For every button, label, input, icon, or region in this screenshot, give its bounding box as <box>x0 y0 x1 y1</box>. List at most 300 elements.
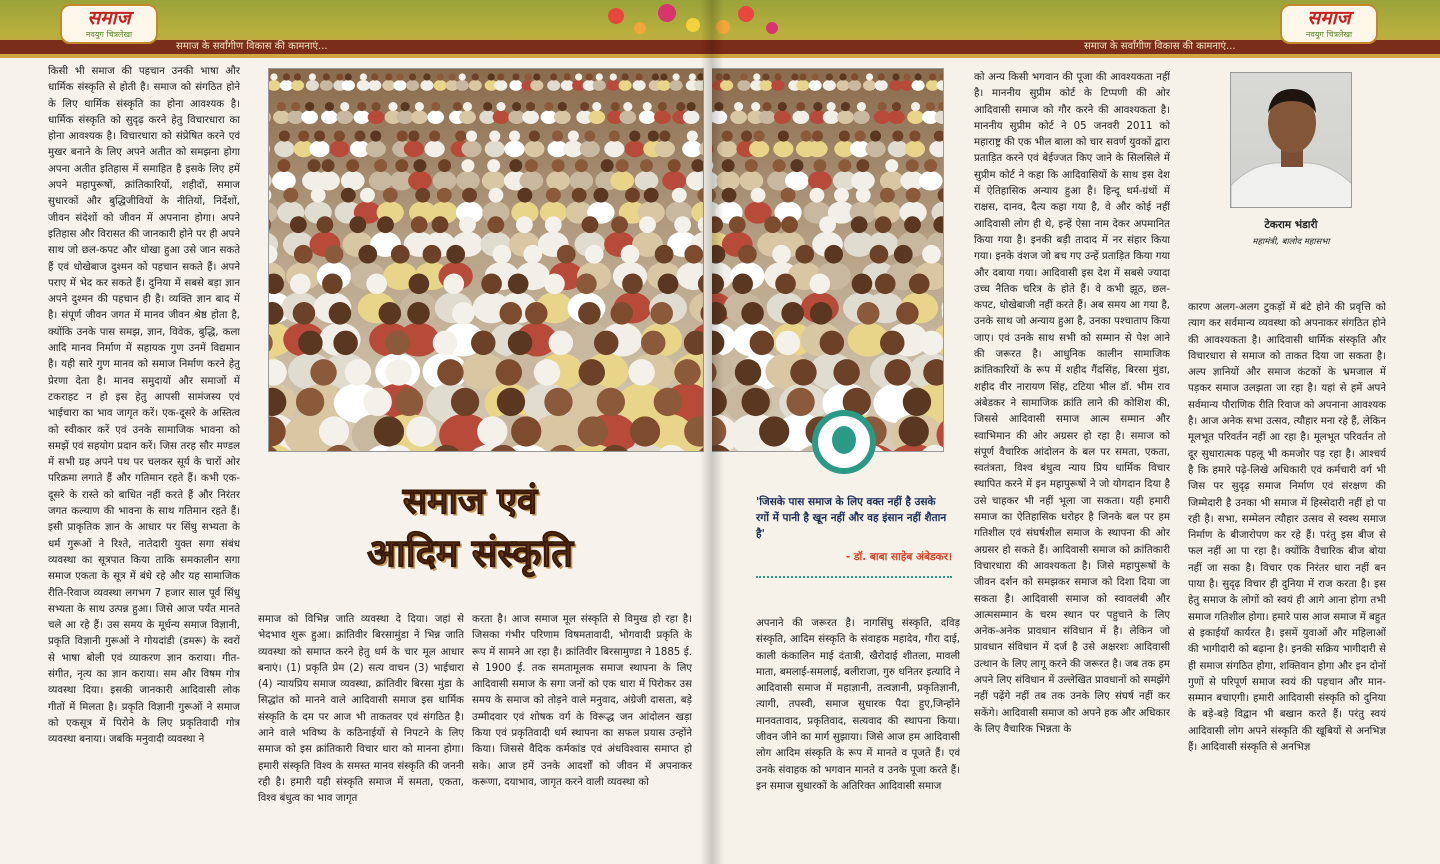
crowd-head <box>481 273 502 294</box>
crowd-head <box>839 73 846 80</box>
crowd-head <box>621 245 640 264</box>
crowd-head <box>508 331 532 355</box>
crowd-figure <box>604 141 624 158</box>
crowd-head <box>575 159 588 172</box>
crowd-head <box>550 73 557 80</box>
crowd-head <box>878 73 885 80</box>
crowd-figure <box>291 80 304 91</box>
crowd-head <box>322 159 335 172</box>
crowd-head <box>437 359 463 385</box>
crowd-figure <box>273 110 290 124</box>
crowd-image <box>269 69 704 452</box>
crowd-head <box>894 245 913 264</box>
crowd-figure <box>635 171 659 190</box>
crowd-head <box>294 73 301 80</box>
crowd-head <box>544 388 572 416</box>
crowd-head <box>455 131 466 142</box>
crowd-image-right <box>712 69 944 452</box>
crowd-head <box>810 302 833 325</box>
column-5-text: को अन्य किसी भगवान की पूजा की आवश्यकता नहीं है। माननीय सुप्रीम कोर्ट के टिप्पणी की ओर आदिवासी समाज को गौर करने की आवश्यकता है। माननीय सुप्रीम कोर्ट ने 05 जनवरी 2011 को महाराष्ट्र की एक भील बाला को चार सवर्ण युवकों द्वारा प्रताड़ित करने एवं बेईज्जत किए जाने के सिलसिले में सुप्रीम कोर्ट ने कहा कि आदिवासियों के साथ इस देश में ऐतिहासिक अन्याय हुआ है। हिन्दू धर्म-ग्रंथों में राक्षस, दानव, दैत्य कहा गया है, वे और कोई नहीं आदिवासी लोग ही थे, इन्हें ऐसा नाम देकर अपमानित किया गया है। इनकी बड़ी तादाद में नर संहार किया गया। इनके वंशज जो बच गए उन्हें प्रताड़ित किया गया और दबाया गया। आदिवासी इस देश में सबसे ज्यादा उच्च नैतिक चरित्र के होते हैं। वे कभी झूठ, छल-कपट, धोखेबाजी नहीं करते हैं। अब समय आ गया है, उनके साथ जो अन्याय हुआ है, उनका पश्चाताप किया जाए। एवं उनके साथ सभी को सम्मान से पेश आने की जरूरत है। आधुनिक कालीन सामाजिक क्रांतिकारियों के रूप में शहीद गैंदसिंह, बिरसा मुंडा, शहीद वीर नारायण सिंह, टटिया भील डॉ. भीम राव अंबेडकर ने सामाजिक क्रांति लाने की कोशिश की, जिससे आदिवासी समाज आत्म सम्मान और स्वाभिमान की ओर अग्रसर हो रहा है। समाज को संपूर्ण वैचारिक आंदोलन के बल पर समता, एकता, स्वतंत्रता, विश्व बंधुत्व न्याय प्रिय धार्मिक विचार स्थापित करने में इन महापुरूषों ने जो योगदान दिया है उसे चाहकर भी नहीं भूला जा सकता। यही हमारी समाज का ऐतिहासिक धरोहर है जिनके बल पर हम गतिशील एवं संघर्षशील समाज के स्थापना की ओर अग्रसर हो सकते हैं। आदिवासी समाज को क्रांतिकारी विचारधारा की आवश्यकता है। जिसे महापुरूषों के जीवन दर्शन को समझकर समाज को दिशा दिया जा सकता है। आदिवासी समाज को स्वावलंबी और आत्मसम्मान के चरम स्थान पर पहुचाने के लिए अनेक-अनेक प्रावधान संविधान में है। लेकिन जो प्रावधान संविधान में दर्ज है उसे अक्षरशः आदिवासी उत्थान के लिए लागू करने की जरूरत है। जब तक हम अपने लिए संविधान में उल्लेखित प्रावधानों को समझेंगे नहीं पढ़ेंगे नहीं तब तक उनके लिए संघर्ष नहीं कर सकेंगे। आदिवासी समाज को अपने हक और अधिकार के लिए वैचारिक भिन्नता के <box>974 72 1170 735</box>
crowd-figure <box>546 171 570 190</box>
crowd-head <box>856 188 871 203</box>
title-line-1: समाज एवं <box>402 480 538 522</box>
crowd-figure <box>456 80 469 91</box>
crowd-head <box>413 159 426 172</box>
crowd-figure <box>737 80 750 91</box>
crowd-head <box>483 102 492 111</box>
crowd-head <box>753 73 760 80</box>
crowd-head <box>621 73 628 80</box>
crowd-head <box>459 73 466 80</box>
header-tagline: समाज के सर्वांगीण विकास की कामनाएं... <box>176 41 328 52</box>
crowd-head <box>880 331 904 355</box>
crowd-head <box>742 388 770 416</box>
crowd-head <box>857 102 866 111</box>
crowd-head <box>525 159 538 172</box>
crowd-head <box>564 73 571 80</box>
crowd-figure <box>368 80 381 91</box>
crowd-head <box>487 159 500 172</box>
crowd-head <box>584 131 595 142</box>
crowd-head <box>298 331 322 355</box>
title-line-2: आदिम संस्कृति <box>367 530 573 575</box>
article-title <box>300 476 640 580</box>
crowd-figure <box>792 110 809 124</box>
crowd-head <box>552 159 565 172</box>
author-role: महामंत्री, बालोद महासभा <box>1252 237 1330 247</box>
crowd-head <box>906 188 921 203</box>
crowd-head <box>291 102 300 111</box>
crowd-head <box>341 188 356 203</box>
crowd-head <box>349 216 366 233</box>
crowd-head <box>357 102 366 111</box>
crowd-head <box>610 73 617 80</box>
page-header <box>0 0 712 58</box>
crowd-head <box>648 131 659 142</box>
crowd-figure <box>654 110 671 124</box>
crowd-figure <box>469 80 482 91</box>
magazine-logo <box>60 4 158 44</box>
crowd-head <box>790 359 816 385</box>
crowd-head <box>740 73 747 80</box>
crowd-figure <box>875 80 888 91</box>
crowd-head <box>799 73 806 80</box>
crowd-head <box>813 102 822 111</box>
crowd-figure <box>836 80 849 91</box>
crowd-head <box>922 245 941 264</box>
crowd-figure <box>580 141 600 158</box>
crowd-figure <box>773 141 793 158</box>
crowd-head <box>366 273 387 294</box>
crowd-figure <box>519 171 543 190</box>
crowd-photo <box>268 68 704 452</box>
crowd-head <box>774 73 781 80</box>
crowd-head <box>310 359 336 385</box>
crowd-head <box>734 102 743 111</box>
crowd-head <box>610 302 633 325</box>
crowd-head <box>575 73 582 80</box>
crowd-head <box>751 188 766 203</box>
crowd-head <box>622 273 643 294</box>
crowd-head <box>329 302 352 325</box>
crowd-figure <box>406 80 419 91</box>
crowd-head <box>395 388 423 416</box>
crowd-head <box>333 331 357 355</box>
crowd-head <box>409 273 430 294</box>
crowd-figure <box>427 110 444 124</box>
crowd-head <box>778 102 787 111</box>
crowd-figure <box>808 171 832 190</box>
crowd-head <box>644 188 659 203</box>
crowd-head <box>283 73 290 80</box>
crowd-head <box>279 131 290 142</box>
crowd-head <box>364 388 392 416</box>
crowd-head <box>443 273 464 294</box>
crowd-figure <box>657 80 670 91</box>
crowd-head <box>855 131 866 142</box>
author-name: टेकराम भंडारी <box>1264 219 1318 231</box>
crowd-figure <box>461 141 481 158</box>
crowd-head <box>919 331 943 355</box>
crowd-head <box>903 73 910 80</box>
crowd-head <box>437 188 452 203</box>
crowd-head <box>929 73 936 80</box>
crowd-head <box>732 273 753 294</box>
crowd-head <box>687 102 696 111</box>
crowd-head <box>309 73 316 80</box>
crowd-figure <box>342 80 355 91</box>
crowd-head <box>674 359 700 385</box>
crowd-figure <box>662 171 686 190</box>
article-column-4 <box>756 616 960 860</box>
crowd-head <box>305 102 314 111</box>
crowd-head <box>423 245 442 264</box>
logo-text-right: समाज <box>1307 7 1351 29</box>
author-portrait <box>1230 72 1352 208</box>
crowd-head <box>625 188 640 203</box>
crowd-figure <box>588 110 605 124</box>
crowd-figure <box>759 110 776 124</box>
crowd-head <box>472 73 479 80</box>
crowd-head <box>523 245 542 264</box>
crowd-head <box>655 245 674 264</box>
crowd-head <box>546 188 561 203</box>
crowd-figure <box>366 141 386 158</box>
crowd-head <box>371 73 378 80</box>
crowd-head <box>762 73 769 80</box>
crowd-head <box>841 102 850 111</box>
crowd-head <box>870 131 881 142</box>
crowd-head <box>594 331 618 355</box>
crowd-head <box>875 273 896 294</box>
crowd-head <box>801 131 812 142</box>
magazine-logo-right <box>1280 4 1378 44</box>
crowd-figure <box>730 110 747 124</box>
crowd-head <box>487 216 504 233</box>
logo-subtext-right: नवयुग चित्रलेखा <box>1305 30 1353 39</box>
crowd-figure <box>610 171 634 190</box>
crowd-head <box>790 159 803 172</box>
crowd-figure <box>530 80 543 91</box>
crowd-head <box>899 416 929 446</box>
crowd-head <box>423 73 430 80</box>
crowd-head <box>735 359 761 385</box>
crowd-figure <box>809 80 822 91</box>
crowd-head <box>293 302 316 325</box>
crowd-head <box>497 388 525 416</box>
crowd-head <box>611 216 628 233</box>
crowd-figure <box>336 110 353 124</box>
left-page <box>0 0 712 864</box>
crowd-figure <box>316 171 340 190</box>
crowd-head <box>729 216 746 233</box>
crowd-figure <box>554 110 571 124</box>
crowd-figure <box>494 80 507 91</box>
crowd-head <box>449 73 456 80</box>
crowd-head <box>345 359 371 385</box>
crowd-head <box>851 73 858 80</box>
crowd-head <box>795 245 814 264</box>
crowd-figure <box>863 80 876 91</box>
crowd-head <box>609 131 620 142</box>
crowd-figure <box>912 80 925 91</box>
crowd-head <box>786 388 814 416</box>
crowd-head <box>751 102 760 111</box>
crowd-head <box>639 216 656 233</box>
crowd-head <box>323 73 330 80</box>
crowd-figure <box>341 171 365 190</box>
crowd-head <box>395 159 408 172</box>
crowd-head <box>909 131 920 142</box>
crowd-head <box>629 131 640 142</box>
crowd-head <box>866 73 873 80</box>
crowd-head <box>409 73 416 80</box>
crowd-head <box>838 159 851 172</box>
crowd-head <box>636 73 643 80</box>
crowd-figure <box>919 171 943 190</box>
quote-author: - डॉ. बाबा साहेब अंबेडकर। <box>845 551 952 563</box>
crowd-figure <box>837 110 854 124</box>
crowd-head <box>508 273 529 294</box>
crowd-head <box>576 273 597 294</box>
flower-decoration <box>590 0 712 56</box>
crowd-head <box>385 73 392 80</box>
crowd-head <box>496 102 505 111</box>
column-4-text: अपनाने की जरूरत है। नागसिंघु संस्कृति, दविड़ संस्कृति, आदिम संस्कृति के संवाहक महादेव, गौरा दाई, काली कंकालिन माई दंतात्री, खैरोदाई शीतला, मावली माता, बमलाई-समलाई, बलीराजा, गुरु धनितर इत्यादि ने आदिवासी समाज में महाज्ञानी, तत्वज्ञानी, प्रकृतिज्ञानी, त्यागी, तपस्वी, समाज सुधारक पैदा हुए,जिन्होंने मानवतावाद, प्रकृतिवाद, सत्यवाद की स्थापना किया। जीवन जीने का मार्ग सुझाया। जिसे आज हम आदिवासी लोग आदिम संस्कृति के रूप में मानते व पूजते हैं। एवं उनके संवाहक को भगवान मानते व उनके पूजा करते हैं। इन समाज सुधारकों के अतिरिक्त आदिवासी समाज <box>756 618 960 792</box>
crowd-head <box>346 159 359 172</box>
crowd-head <box>658 102 667 111</box>
crowd-figure <box>851 171 875 190</box>
crowd-figure <box>509 80 522 91</box>
crowd-head <box>383 188 398 203</box>
crowd-figure <box>393 80 406 91</box>
page-header-right <box>712 0 1440 58</box>
crowd-figure <box>493 110 510 124</box>
crowd-head <box>582 216 599 233</box>
crowd-head <box>322 273 343 294</box>
crowd-head <box>374 416 404 446</box>
crowd-head <box>580 102 589 111</box>
crowd-figure <box>905 141 925 158</box>
crowd-head <box>406 416 436 446</box>
crowd-figure <box>865 141 885 158</box>
crowd-head <box>516 216 533 233</box>
crowd-head <box>652 73 659 80</box>
crowd-head <box>415 188 430 203</box>
crowd-head <box>578 302 601 325</box>
crowd-head <box>896 302 919 325</box>
crowd-figure <box>306 80 319 91</box>
crowd-figure <box>434 80 447 91</box>
crowd-head <box>379 302 402 325</box>
crowd-figure <box>459 110 476 124</box>
crowd-head <box>325 102 334 111</box>
crowd-figure <box>485 141 505 158</box>
crowd-head <box>759 416 789 446</box>
crowd-figure <box>683 110 700 124</box>
crowd-figure <box>504 141 524 158</box>
crowd-head <box>878 102 887 111</box>
crowd-head <box>488 188 503 203</box>
crowd-head <box>880 188 895 203</box>
crowd-head <box>509 159 522 172</box>
crowd-head <box>764 216 781 233</box>
crowd-head <box>433 331 457 355</box>
article-column-3 <box>472 612 692 860</box>
crowd-figure <box>888 110 905 124</box>
crowd-figure <box>272 171 296 190</box>
crowd-head <box>463 102 472 111</box>
crowd-head <box>374 159 387 172</box>
crowd-head <box>773 159 786 172</box>
crowd-head <box>810 273 831 294</box>
crowd-head <box>820 331 844 355</box>
crowd-figure <box>774 110 791 124</box>
crowd-figure <box>320 80 333 91</box>
crowd-head <box>296 388 324 416</box>
crowd-figure <box>369 171 393 190</box>
crowd-head <box>489 131 500 142</box>
crowd-head <box>386 359 412 385</box>
crowd-head <box>884 359 910 385</box>
crowd-head <box>775 273 796 294</box>
crowd-head <box>834 188 849 203</box>
crowd-head <box>511 416 541 446</box>
crowd-head <box>741 131 752 142</box>
crowd-head <box>471 331 495 355</box>
crowd-head <box>885 159 898 172</box>
crowd-head <box>354 131 365 142</box>
crowd-head <box>892 131 903 142</box>
crowd-head <box>334 131 345 142</box>
crowd-head <box>534 359 560 385</box>
crowd-head <box>407 302 430 325</box>
crowd-head <box>687 131 698 142</box>
crowd-head <box>658 273 679 294</box>
crowd-head <box>388 102 397 111</box>
crowd-figure <box>785 171 809 190</box>
crowd-figure <box>739 171 763 190</box>
crowd-head <box>660 73 667 80</box>
crowd-head <box>926 102 935 111</box>
crowd-head <box>461 159 474 172</box>
crowd-head <box>466 131 477 142</box>
crowd-figure <box>853 110 870 124</box>
crowd-figure <box>749 141 769 158</box>
crowd-head <box>298 131 309 142</box>
crowd-head <box>924 159 937 172</box>
crowd-head <box>892 102 901 111</box>
crowd-head <box>512 102 521 111</box>
crowd-figure <box>522 110 539 124</box>
crowd-head <box>585 245 604 264</box>
crowd-head <box>623 102 632 111</box>
crowd-head <box>496 359 522 385</box>
crowd-head <box>762 102 771 111</box>
crowd-head <box>579 359 605 385</box>
crowd-head <box>586 73 593 80</box>
crowd-head <box>549 331 573 355</box>
crowd-figure <box>524 141 544 158</box>
quote-icon <box>812 410 876 474</box>
crowd-head <box>488 73 495 80</box>
crowd-head <box>668 159 681 172</box>
crowd-figure <box>408 171 432 190</box>
crowd-head <box>525 302 548 325</box>
flower-decoration-right <box>712 0 858 56</box>
crowd-head <box>415 102 424 111</box>
crowd-head <box>601 159 614 172</box>
crowd-head <box>452 302 475 325</box>
logo-text: समाज <box>87 7 131 29</box>
column-3-text: करता है। आज समाज मूल संस्कृति से विमुख हो रहा है। जिसका गंभीर परिणाम विषमतावादी, भोगवादी प्रकृति के रूप में सामने आ रहा है। क्रांतिवीर बिरसामुण्डा ने 1885 ई. से 1900 ई. तक समतामूलक समाज स्थापना के लिए आदिवासी समाज के सगा जनों को एक धारा में पिरोकर उस समय के समाज को तोड़ने वाले मनुवाद, अंग्रेजी दासता, बड़े उम्मीदवार एवं शोषक वर्ग के विरूद्ध जन आंदोलन खड़ा किया एवं प्रकृतिवादी धर्म स्थापना का सफल प्रयास उन्होंने किया। जिससे वैदिक कर्मकांड एवं अंधविश्वास समाप्त हो सके। आज हमें उनके आदर्शों को जीवन में अपनाकर करूणा, दयाभाव, जागृत करने वाली व्यवस्था को <box>472 614 692 788</box>
crowd-head <box>723 73 730 80</box>
crowd-head <box>904 216 921 233</box>
crowd-figure <box>655 141 675 158</box>
page-gutter <box>700 0 724 864</box>
crowd-figure <box>639 110 656 124</box>
crowd-figure <box>823 110 840 124</box>
crowd-head <box>277 102 286 111</box>
crowd-head <box>827 102 836 111</box>
crowd-head <box>870 245 889 264</box>
crowd-head <box>314 131 325 142</box>
crowd-figure <box>321 110 338 124</box>
crowd-head <box>499 302 522 325</box>
crowd-head <box>641 331 665 355</box>
crowd-figure <box>593 80 606 91</box>
crowd-head <box>781 188 796 203</box>
column-6-text: कारण अलग-अलग टुकड़ों में बंटे होने की प्रवृत्ति को त्याग कर सर्वमान्य व्यवस्था को अपनाकर संगठित होने की आवश्यकता है। आदिवासी धार्मिक संस्कृति और विचारधारा से समाज को ताकत दिया जा सकता है। अल्प ज्ञानियों और समाज कंटकों के भ्रमजाल में पड़कर समाज उलझता जा रहा है। यहां से हमें अपने सर्वमान्य पौराणिक रीति रिवाज को अपनाना आवश्यक है। आज अनेक सभा उत्सव, त्यौहार मना रहे हैं, लेकिन मूलभूत परिवर्तन नहीं आ रहा है। मूलभूत परिवर्तन तो दूर सुधारात्मक पहलू भी कमजोर पड़ रहा है। आश्चर्य है कि हमारे पढ़े-लिखे अधिकारी एवं कर्मचारी वर्ग भी जिस पर सुदृढ़ समाज निर्माण एवं संरक्षण की जिम्मेदारी है उनका भी समाज में हिस्सेदारी नहीं हो पा रही है। सभा, सम्मेलन त्यौहार उत्सव से स्वस्थ समाज निर्माण के बीजारोपण कर रहे हैं। परंतु इस बीज से फल नहीं आ पा रहा है। क्योंकि वैचारिक बीज बोया नहीं जा सका है। विचार एक निरंतर धारा नहीं बन पाया है। सुदृढ़ विचार ही दुनिया में राज करता है। इस हेतु समाज के लोगों को स्वयं ही आगे आना होगा तभी समाज गतिशील होगा। हमारे पास आज समाज में बहुत से इकाईयाँ कार्यरत है। इसमें युवाओं और महिलाओं की भागीदारी को बढ़ाना है। इनकी सक्रिय भागीदारी से ही समाज संगठित होगा, शक्तिवान होगा और इन दोनों गुणों से परिपूर्ण समाज स्वयं की पहचान और मान-सम्मान बचाएगी। हमारी आदिवासी संस्कृति को दुनिया के बड़े-बड़े विद्वान भी बखान करते हैं। परंतु स्वयं आदिवासी लोग अपने संस्कृति की खूबियों से अनभिज्ञ हैं। आदिवासी संस्कृति से अनभिज्ञ <box>1188 302 1386 754</box>
crowd-head <box>892 73 899 80</box>
header-tagline-right: समाज के सर्वांगीण विकास की कामनाएं... <box>1084 41 1236 52</box>
crowd-head <box>370 131 381 142</box>
crowd-figure <box>420 80 433 91</box>
crowd-head <box>345 73 352 80</box>
crowd-figure <box>456 171 480 190</box>
crowd-head <box>358 245 377 264</box>
crowd-figure <box>433 171 457 190</box>
crowd-head <box>750 331 774 355</box>
crowd-figure <box>796 80 809 91</box>
crowd-head <box>283 188 298 203</box>
crowd-head <box>673 73 680 80</box>
crowd-head <box>776 331 800 355</box>
crowd-head <box>411 216 428 233</box>
crowd-head <box>689 73 696 80</box>
crowd-head <box>596 73 603 80</box>
crowd-figure <box>404 141 424 158</box>
